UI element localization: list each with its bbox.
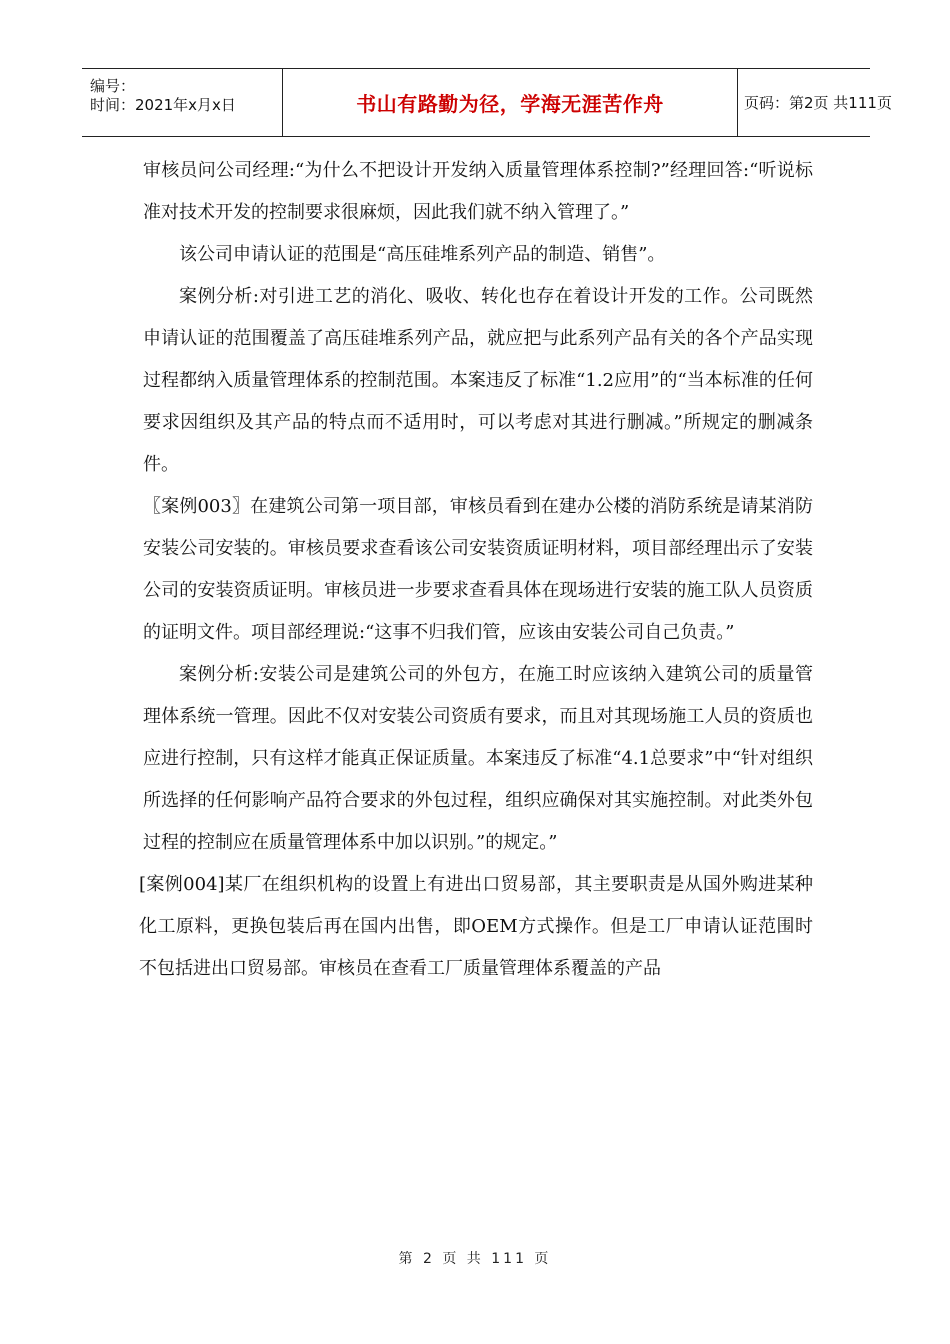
document-body (139, 150, 813, 990)
paragraph: 该公司申请认证的范围是“高压硅堆系列产品的制造、销售”。 (179, 244, 666, 265)
header-motto-cell (283, 69, 738, 136)
page-code: 页码：第2页 共111页 (744, 94, 892, 112)
header-info-cell (82, 69, 283, 136)
document-header (82, 68, 892, 137)
header-page-cell (738, 69, 892, 136)
number-label: 编号： (90, 77, 136, 95)
time-label: 时间：2021年x月x日 (90, 96, 236, 114)
paragraph: 审核员问公司经理:“为什么不把设计开发纳入质量管理体系控制?”经理回答:“听说标准对技术开发的控制要求很麻烦，因此我们就不纳入管理了。” (143, 160, 813, 223)
page-footer: 第 2 页 共 111 页 (398, 1251, 552, 1267)
paragraph: 案例分析:安装公司是建筑公司的外包方，在施工时应该纳入建筑公司的质量管理体系统一管理。因此不仅对安装公司资质有要求，而且对其现场施工人员的资质也应进行控制，只有这样才能真正保证质量。本案违反了标准“4.1总要求”中“针对组织所选择的任何影响产品符合要求的外包过程，组织应确保对其实施控制。对此类外包过程的控制应在质量管理体系中加以识别。”的规定。” (143, 664, 813, 853)
case-paragraph: [案例004]某厂在组织机构的设置上有进出口贸易部，其主要职责是从国外购进某种化工原料，更换包装后再在国内出售，即OEM方式操作。但是工厂申请认证范围时不包括进出口贸易部。审核员在查看工厂质量管理体系覆盖的产品 (139, 874, 813, 979)
case-paragraph: 〖案例003〗在建筑公司第一项目部，审核员看到在建办公楼的消防系统是请某消防安装公司安装的。审核员要求查看该公司安装资质证明材料，项目部经理出示了安装公司的安装资质证明。审核员进一步要求查看具体在现场进行安装的施工队人员资质的证明文件。项目部经理说:“这事不归我们管，应该由安装公司自己负责。” (143, 496, 813, 643)
paragraph: 案例分析:对引进工艺的消化、吸收、转化也存在着设计开发的工作。公司既然申请认证的范围覆盖了高压硅堆系列产品，就应把与此系列产品有关的各个产品实现过程都纳入质量管理体系的控制范围。本案违反了标准“1.2应用”的“当本标准的任何要求因组织及其产品的特点而不适用时，可以考虑对其进行删减。”所规定的删减条件。 (143, 286, 813, 475)
motto: 书山有路勤为径，学海无涯苦作舟 (356, 92, 664, 116)
